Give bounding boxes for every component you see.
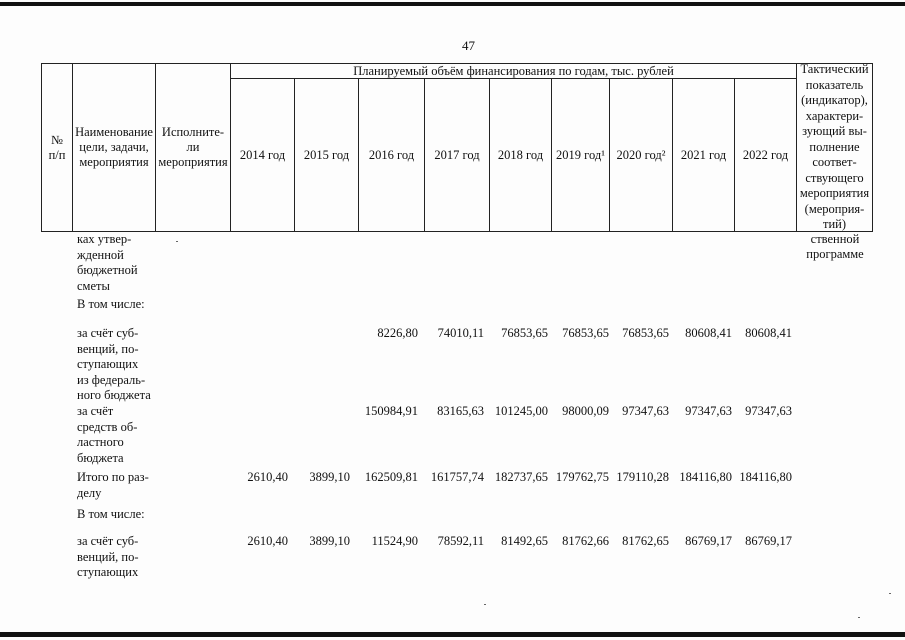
value-2018: 182737,65 <box>494 470 548 484</box>
value-2018: 76853,65 <box>501 326 548 340</box>
row-label: за счёт средств об- ластного бюджета <box>77 404 138 465</box>
value-2017: 78592,11 <box>437 534 484 548</box>
value-2021: 184116,80 <box>679 470 732 484</box>
header-year-2015: 2015 год <box>295 79 359 232</box>
value-2015: 3899,10 <box>309 534 350 548</box>
header-year-2016: 2016 год <box>359 79 425 232</box>
scan-speck <box>176 241 178 242</box>
value-2015: 3899,10 <box>309 470 350 484</box>
value-2020: 97347,63 <box>622 404 669 418</box>
header-year-2021: 2021 год <box>673 79 735 232</box>
header-num: № п/п <box>42 64 73 232</box>
scan-speck <box>484 604 486 605</box>
header-tactical: Тактический показатель (индикатор), характери- зующий вы- полнение соответ- ствующего мероприятия (мероприя- тий) <box>797 64 873 232</box>
value-2016: 162509,81 <box>364 470 418 484</box>
row-label: за счёт суб- венций, по- ступающих <box>77 534 139 579</box>
header-executor: Исполните- ли мероприятия <box>156 64 231 232</box>
row-label: В том числе: <box>77 507 145 521</box>
row-tactical: ственной программе <box>806 232 864 261</box>
value-2017: 74010,11 <box>437 326 484 340</box>
table-header <box>41 63 873 232</box>
header-year-2014: 2014 год <box>231 79 295 232</box>
row-label: Итого по раз- делу <box>77 470 149 500</box>
value-2018: 81492,65 <box>501 534 548 548</box>
value-2017: 161757,74 <box>430 470 484 484</box>
header-name: Наименование цели, задачи, мероприятия <box>73 64 156 232</box>
value-2018: 101245,00 <box>494 404 548 418</box>
value-2016: 150984,91 <box>364 404 418 418</box>
value-2016: 8226,80 <box>377 326 418 340</box>
header-year-2018: 2018 год <box>490 79 552 232</box>
header-year-2019: 2019 год¹ <box>552 79 610 232</box>
value-2022: 184116,80 <box>739 470 792 484</box>
value-2014: 2610,40 <box>247 470 288 484</box>
row-label: В том числе: <box>77 297 145 311</box>
value-2020: 81762,65 <box>622 534 669 548</box>
bottom-rule <box>0 632 905 637</box>
scan-speck <box>889 593 891 594</box>
value-2019: 98000,09 <box>562 404 609 418</box>
value-2019: 81762,66 <box>562 534 609 548</box>
header-year-2022: 2022 год <box>735 79 797 232</box>
value-2019: 76853,65 <box>562 326 609 340</box>
row-label: за счёт суб- венций, по- ступающих из федераль- ного бюджета <box>77 326 151 402</box>
value-2014: 2610,40 <box>247 534 288 548</box>
value-2020: 179110,28 <box>616 470 669 484</box>
scan-speck <box>858 617 860 618</box>
value-2021: 86769,17 <box>685 534 732 548</box>
row-label: ках утвер- жденной бюджетной сметы <box>77 232 138 293</box>
value-2022: 97347,63 <box>745 404 792 418</box>
top-rule <box>0 2 905 6</box>
value-2022: 86769,17 <box>745 534 792 548</box>
value-2021: 97347,63 <box>685 404 732 418</box>
value-2022: 80608,41 <box>745 326 792 340</box>
page-number: 47 <box>462 38 475 53</box>
value-2020: 76853,65 <box>622 326 669 340</box>
value-2016: 11524,90 <box>371 534 418 548</box>
value-2021: 80608,41 <box>685 326 732 340</box>
header-planned: Планируемый объём финансирования по годам, тыс. рублей <box>231 64 797 79</box>
value-2017: 83165,63 <box>437 404 484 418</box>
header-year-2017: 2017 год <box>425 79 490 232</box>
value-2019: 179762,75 <box>555 470 609 484</box>
header-year-2020: 2020 год² <box>610 79 673 232</box>
